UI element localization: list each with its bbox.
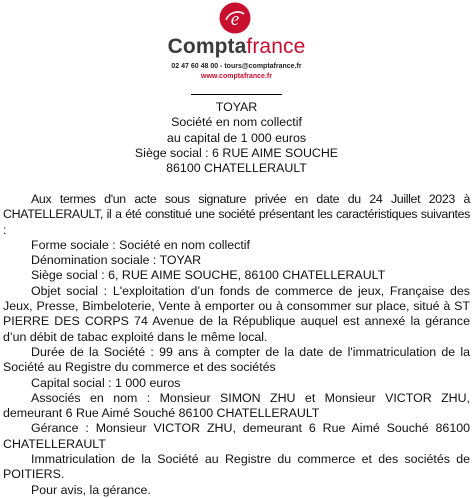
paragraph-purpose: Objet social : L'exploitation d’un fonds de commerce de jeux, Française des Jeux, Presse, Bimbeloterie, Vente à emporter ou à consommer sur place, situé à ST PIERRE DES CORPS 74 Avenue de la République auquel est annexé la gérance d’un débit de tabac exploité dans le même local. [3,283,470,344]
notice-body [3,192,470,498]
brand-name-part1: Compta [167,35,247,58]
comptafrance-logo-icon [219,2,251,34]
company-form: Société en nom collectif [171,115,302,130]
company-block [0,100,473,176]
company-city: 86100 CHATELLERAULT [166,161,307,176]
paragraph-intro: Aux termes d'un acte sous signature privée en date du 24 Juillet 2023 à CHATELLERAULT, il a été constitué une société présentant les caractéristiques suivantes : [3,192,470,237]
logo-letter: e [230,9,240,30]
paragraph-duration: Durée de la Société : 99 ans à compter de la date de l'immatriculation de la Société au Registre du commerce et des sociétés [3,344,470,375]
paragraph-partners: Associés en nom : Monsieur SIMON ZHU et Monsieur VICTOR ZHU, demeurant 6 Rue Aimé Souché 86100 CHATELLERAULT [3,390,470,421]
company-seat: Siège social : 6 RUE AIME SOUCHE [134,145,339,160]
paragraph-capital: Capital social : 1 000 euros [31,375,181,390]
contact-line: 02 47 60 48 00 - tours@comptafrance.fr [171,63,302,70]
paragraph-signoff: Pour avis, la gérance. [31,482,151,497]
paragraph-seat: Siège social : 6, RUE AIME SOUCHE, 86100 CHATELLERAULT [31,268,386,283]
company-name: TOYAR [215,100,258,114]
paragraph-registration: Immatriculation de la Société au Registre du commerce et des sociétés de POITIERS. [3,452,470,482]
divider [191,94,282,95]
brand-contact [0,62,473,82]
notice-header [0,0,473,112]
paragraph-legal-form: Forme sociale : Société en nom collectif [31,237,250,252]
brand-wordmark [0,35,473,59]
paragraph-company-name: Dénomination sociale : TOYAR [31,253,202,268]
paragraph-management: Gérance : Monsieur VICTOR ZHU, demeurant 6 Rue Aimé Souché 86100 CHATELLERAULT [3,421,470,451]
website-link[interactable]: www.comptafrance.fr [201,73,272,80]
company-capital: au capital de 1 000 euros [166,130,307,145]
brand-name-part2: france [246,35,306,58]
